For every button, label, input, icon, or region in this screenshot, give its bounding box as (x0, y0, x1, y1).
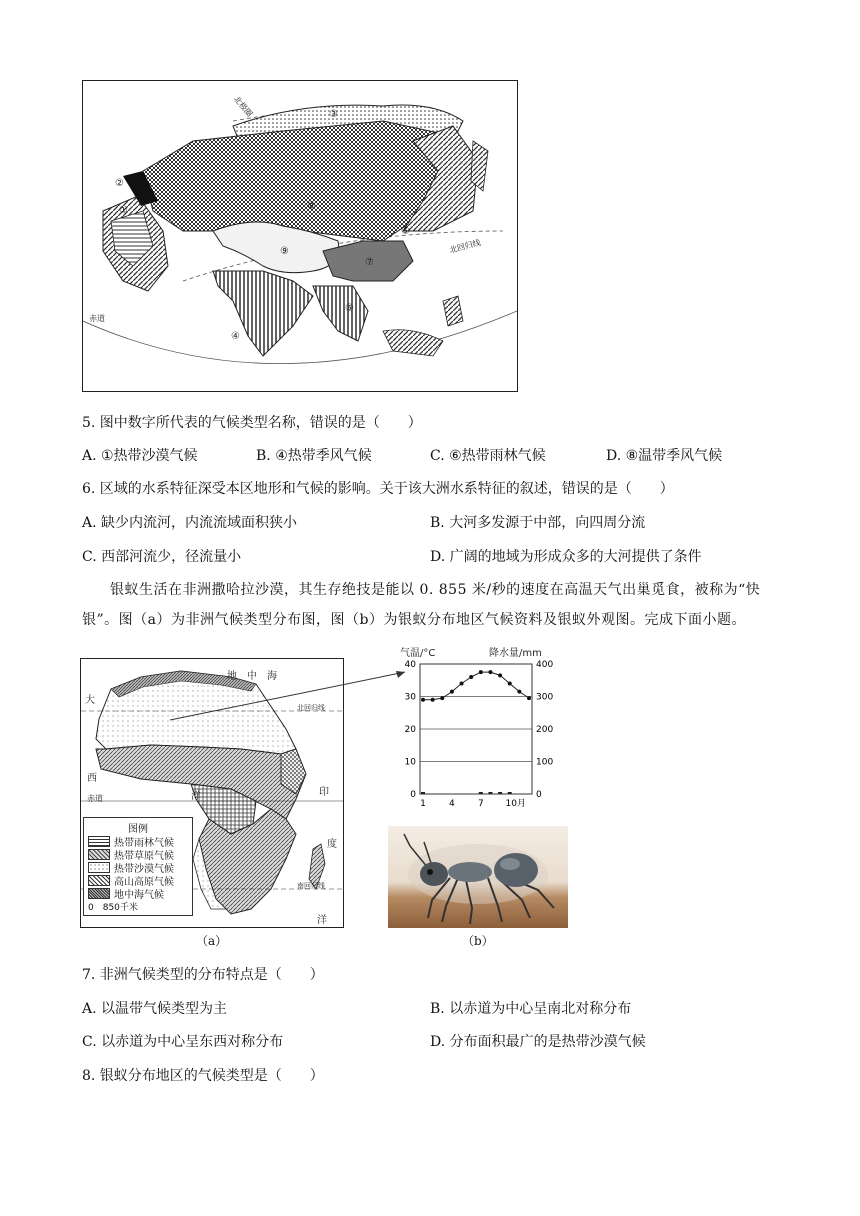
temperature-point (508, 682, 512, 686)
q5-stem: 5. 图中数字所代表的气候类型名称，错误的是（ ） (82, 415, 422, 431)
q5-option-b[interactable]: B. ④热带季风气候 (256, 448, 372, 464)
climate-chart (396, 644, 556, 814)
asia-label-9: ⑨ (280, 246, 289, 257)
legend-label: 地中海气候 (114, 890, 164, 901)
legend-scale (88, 900, 188, 913)
legend-label: 热带沙漠气候 (114, 864, 174, 875)
asia-label-2: ② (115, 178, 124, 189)
asia-label-equator: 赤道 (89, 314, 105, 323)
precip-bar (488, 792, 492, 794)
asia-label-3: ③ (329, 109, 338, 120)
x-tick-label: 10月 (505, 799, 526, 809)
desert-swatch (88, 862, 110, 873)
asia-label-arctic: 北极圈 (231, 94, 255, 119)
q6-option-b[interactable]: B. 大河多发源于中部，向四周分流 (430, 515, 646, 531)
savanna-swatch (88, 849, 110, 860)
legend-title: 图例 (128, 824, 148, 835)
asia-label-8: ⑧ (307, 201, 316, 212)
africa-caption: （a） (196, 934, 228, 948)
africa-label-yin: 印 (319, 787, 329, 798)
africa-label-da: 大 (85, 695, 95, 706)
asia-label-4: ④ (231, 331, 240, 342)
highland-swatch (88, 875, 110, 886)
temperature-point (517, 690, 521, 694)
y-tick-label: 10 (404, 757, 416, 768)
temperature-point (431, 698, 435, 702)
chart-svg (396, 644, 556, 814)
asia-label-7: ⑦ (365, 257, 374, 268)
asia-label-5: ⑤ (401, 226, 410, 237)
scale-label: 0 850千米 (88, 903, 138, 913)
africa-label-yang-1: 洋 (191, 791, 201, 802)
y-tick-label: 30 (404, 692, 416, 703)
q7-stem: 7. 非洲气候类型的分布特点是（ ） (82, 967, 324, 983)
q8-stem: 8. 银蚁分布地区的气候类型是（ ） (82, 1068, 324, 1084)
q6-option-a[interactable]: A. 缺少内流河，内流流域面积狭小 (82, 515, 298, 531)
chart-right-axis-label: 降水量/mm (489, 648, 542, 659)
y2-tick-label: 300 (536, 692, 554, 703)
temperature-point (469, 675, 473, 679)
africa-label-du: 度 (327, 839, 337, 850)
africa-label-yang-2: 洋 (317, 915, 327, 926)
rainforest-swatch (88, 836, 110, 847)
africa-label-med-3: 海 (267, 671, 277, 682)
temperature-line (423, 672, 529, 700)
asia-map-drawing (83, 81, 517, 391)
q5-option-a[interactable]: A. ①热带沙漠气候 (82, 448, 198, 464)
y2-tick-label: 200 (536, 725, 554, 735)
q6-stem: 6. 区域的水系特征深受本区地形和气候的影响。关于该大洲水系特征的叙述，错误的是（ ） (82, 481, 674, 497)
y2-tick-label: 400 (536, 660, 554, 670)
q7-option-c[interactable]: C. 以赤道为中心呈东西对称分布 (82, 1034, 284, 1050)
precip-bar (479, 792, 483, 794)
y-tick-label: 20 (404, 725, 416, 735)
africa-label-med-2: 中 (247, 671, 257, 682)
legend-label: 热带草原气候 (114, 851, 174, 862)
legend-label: 高山高原气候 (114, 877, 174, 888)
asia-label-tropic: 北回归线 (448, 238, 482, 255)
precip-bar (498, 792, 502, 794)
intro-line-1: 银蚁生活在非洲撒哈拉沙漠，其生存绝技是能以 0. 855 米/秒的速度在高温天气出巢觅食，被称为“快 (110, 582, 761, 598)
q6-option-d[interactable]: D. 广阔的地域为形成众多的大河提供了条件 (430, 549, 702, 565)
precip-bar (508, 792, 512, 794)
precip-bar (421, 792, 425, 794)
africa-arrow (160, 650, 420, 734)
africa-map-legend (83, 817, 193, 916)
ant-drawing (388, 826, 568, 928)
silver-ant-intro (82, 575, 782, 635)
q7-option-d[interactable]: D. 分布面积最广的是热带沙漠气候 (430, 1034, 646, 1050)
legend-item-mediterranean (88, 887, 188, 900)
intro-line-2: 银”。图（a）为非洲气候类型分布图，图（b）为银蚁分布地区气候资料及银蚁外观图。完成下面小题。 (82, 612, 746, 628)
africa-label-equator: 赤道 (87, 794, 103, 803)
q7-option-a[interactable]: A. 以温带气候类型为主 (82, 1001, 228, 1017)
africa-label-med-1: 地 (227, 671, 237, 682)
y-tick-label: 40 (404, 660, 416, 670)
temperature-point (479, 670, 483, 674)
y2-tick-label: 100 (536, 757, 554, 768)
temperature-point (421, 698, 425, 702)
legend-label: 热带雨林气候 (114, 838, 174, 849)
temperature-point (527, 696, 531, 700)
temperature-point (460, 682, 464, 686)
silver-ant-photo (388, 826, 568, 928)
mediterranean-swatch (88, 888, 110, 899)
asia-climate-map (82, 80, 518, 392)
africa-label-xi: 西 (87, 773, 97, 784)
africa-label-tropic-n: 北回归线 (297, 704, 325, 712)
photo-caption: （b） (462, 934, 494, 948)
x-tick-label: 1 (420, 799, 426, 809)
q5-option-c[interactable]: C. ⑥热带雨林气候 (430, 448, 546, 464)
asia-label-1: ① (119, 205, 128, 216)
y2-tick-label: 0 (536, 790, 542, 800)
africa-label-tropic-s: 南回归线 (297, 882, 325, 890)
q6-option-c[interactable]: C. 西部河流少，径流量小 (82, 549, 242, 565)
q5-option-d[interactable]: D. ⑧温带季风气候 (606, 448, 723, 464)
chart-left-axis-label: 气温/°C (400, 648, 436, 659)
temperature-point (498, 673, 502, 677)
y-tick-label: 0 (410, 790, 416, 800)
x-tick-label: 7 (477, 799, 484, 809)
temperature-point (450, 690, 454, 694)
q7-option-b[interactable]: B. 以赤道为中心呈南北对称分布 (430, 1001, 632, 1017)
asia-label-6: ⑥ (345, 303, 354, 314)
temperature-point (440, 696, 444, 700)
arrow-drawing (160, 650, 420, 730)
temperature-point (488, 670, 492, 674)
x-tick-label: 4 (449, 799, 455, 809)
